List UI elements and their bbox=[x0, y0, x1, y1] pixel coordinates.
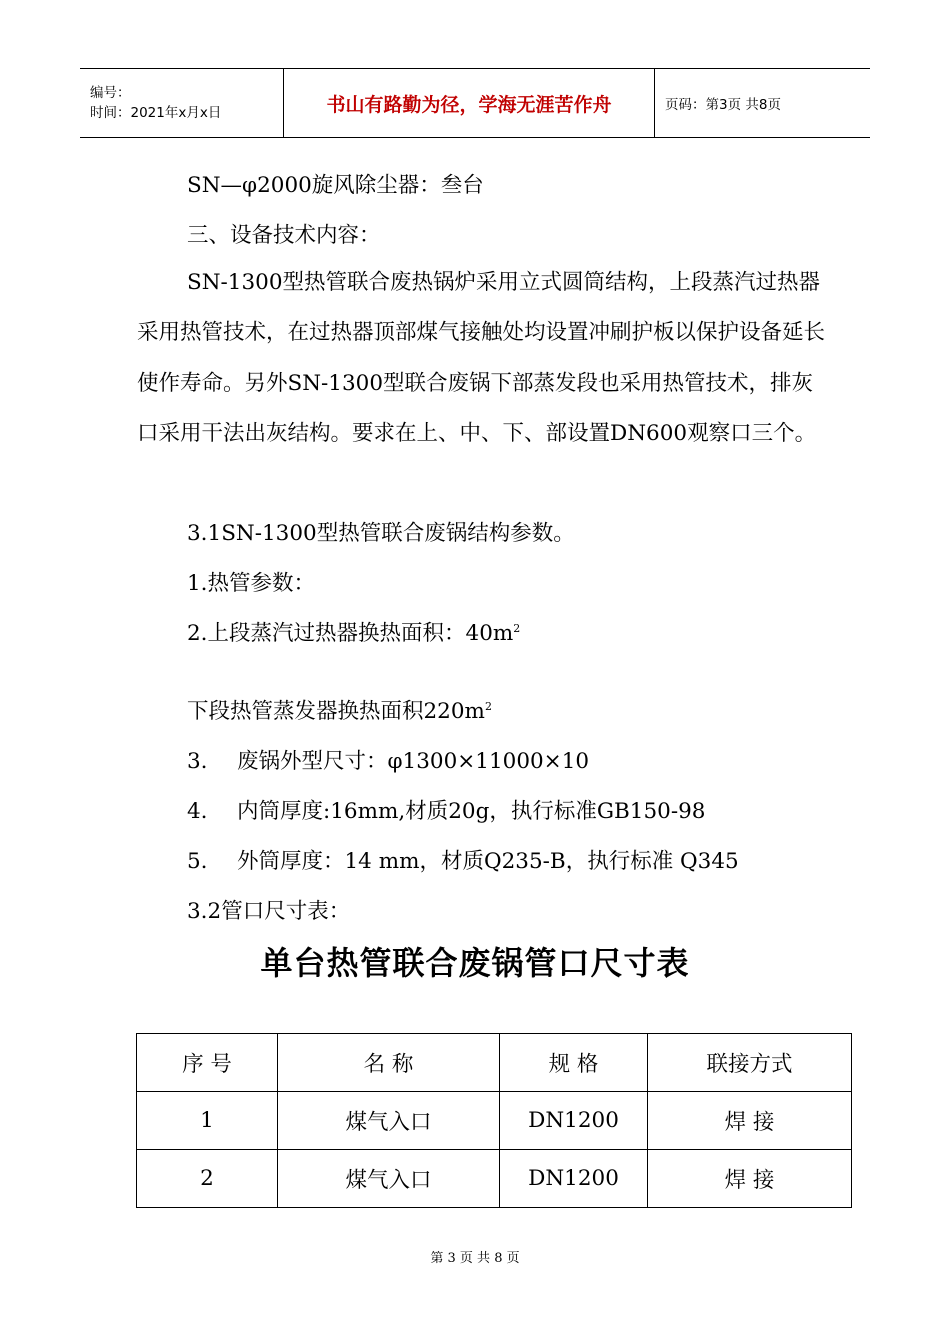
nozzle-size-table bbox=[136, 1033, 852, 1208]
item-5-number: 5. bbox=[187, 849, 208, 874]
header-number-label: 编号： bbox=[90, 85, 131, 101]
item-4-text: 内筒厚度:16mm,材质20g，执行标准GB150-98 bbox=[237, 799, 706, 824]
table-row bbox=[137, 1150, 852, 1208]
item-3-number: 3. bbox=[187, 749, 208, 774]
table-cell: DN1200 bbox=[500, 1150, 648, 1208]
lower-area-sup: 2 bbox=[484, 699, 492, 713]
item-3-text: 废锅外型尺寸：φ1300×11000×10 bbox=[237, 749, 590, 774]
item-4-inner-shell bbox=[187, 801, 705, 823]
table-cell: DN1200 bbox=[500, 1092, 648, 1150]
page-footer: 第 3 页 共 8 页 bbox=[430, 1251, 520, 1266]
item-2-sup: 2 bbox=[513, 621, 521, 635]
item-5-text: 外筒厚度：14 mm，材质Q235-B，执行标准 Q345 bbox=[237, 849, 739, 874]
header-cell-connection: 联接方式 bbox=[648, 1034, 852, 1092]
table-cell: 煤气入口 bbox=[278, 1150, 500, 1208]
item-3-dimensions bbox=[187, 751, 589, 773]
lower-evaporator-area bbox=[187, 701, 492, 723]
header-time-label: 时间：2021年x月x日 bbox=[90, 105, 222, 121]
table-cell: 1 bbox=[137, 1092, 278, 1150]
boiler-description-paragraph: SN-1300型热管联合废热锅炉采用立式圆筒结构，上段蒸汽过热器采用热管技术，在过热器顶部煤气接触处均设置冲刷护板以保护设备延长使作寿命。另外SN-1300型联合废锅下部蒸发段也采用热管技术，排灰口采用干法出灰结构。要求在上、中、下、部设置DN600观察口三个。 bbox=[137, 270, 826, 447]
section3-heading: 三、设备技术内容： bbox=[187, 223, 381, 248]
table-title: 单台热管联合废锅管口尺寸表 bbox=[260, 944, 690, 982]
cyclone-line: SN—φ2000旋风除尘器：叁台 bbox=[187, 173, 484, 198]
header-cell-index: 序 号 bbox=[137, 1034, 278, 1092]
table-cell: 焊 接 bbox=[648, 1092, 852, 1150]
table-cell: 煤气入口 bbox=[278, 1092, 500, 1150]
header-cell-spec: 规 格 bbox=[500, 1034, 648, 1092]
item-4-number: 4. bbox=[187, 799, 208, 824]
header-motto: 书山有路勤为径，学海无涯苦作舟 bbox=[283, 69, 655, 137]
item-5-outer-shell bbox=[187, 851, 739, 873]
lower-area-text: 下段热管蒸发器换热面积220m bbox=[187, 699, 485, 724]
header-meta bbox=[80, 69, 283, 137]
item-2-upper-area bbox=[187, 623, 520, 645]
header-page-info: 页码：第3页 共8页 bbox=[665, 97, 781, 113]
item-2-text: 2.上段蒸汽过热器换热面积：40m bbox=[187, 621, 514, 646]
page-header bbox=[80, 68, 870, 138]
item-1-heat-pipe-params: 1.热管参数： bbox=[187, 571, 316, 596]
table-cell: 焊 接 bbox=[648, 1150, 852, 1208]
header-cell-name: 名 称 bbox=[278, 1034, 500, 1092]
table-cell: 2 bbox=[137, 1150, 278, 1208]
subsection-3-2: 3.2管口尺寸表： bbox=[187, 899, 351, 924]
subsection-3-1: 3.1SN-1300型热管联合废锅结构参数。 bbox=[187, 521, 575, 546]
table-header-row bbox=[137, 1034, 852, 1092]
table-row bbox=[137, 1092, 852, 1150]
